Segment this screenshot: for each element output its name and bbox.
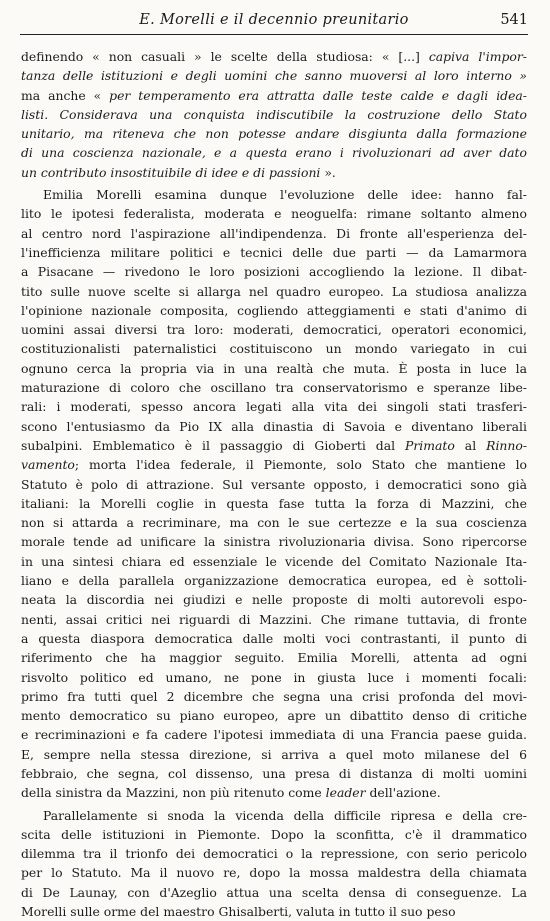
- text-run: costituzionalisti paternalistici costituiscono un mondo variegato in cui: [21, 341, 527, 357]
- text-line: [21, 513, 527, 532]
- text-line: [21, 282, 527, 301]
- text-line: [21, 224, 527, 243]
- text-line: [21, 883, 527, 902]
- italic-text: di una coscienza nazionale, e a questa erano i rivoluzionari ad aver dato: [21, 145, 527, 161]
- text-run: nenti, assai critici nei riguardi di Mazzini. Che rimane tuttavia, di fronte: [21, 611, 527, 627]
- text-run: morale tende ad unificare la sinistra rivoluzionaria divisa. Sono ripercorse: [21, 534, 527, 550]
- text-run: uomini assai diversi tra loro: moderati, democratici, operatori economici,: [21, 322, 527, 338]
- text-line: [21, 301, 527, 320]
- text-line: [21, 648, 527, 667]
- text-line: [21, 687, 527, 706]
- text-run: liano e della parallela organizzazione democratica europea, ed è sottoli-: [21, 573, 527, 589]
- text-run: Parallelamente si snoda la vicenda della difficile ripresa e della cre-: [43, 807, 527, 823]
- text-line: [21, 124, 527, 143]
- text-run: scita delle istituzioni in Piemonte. Dopo la sconfitta, c'è il drammatico: [21, 826, 527, 842]
- text-run: al: [454, 437, 487, 453]
- paragraph: [21, 185, 527, 803]
- text-run: neata la discordia nei giudizi e nelle proposte di molti autorevoli espo-: [21, 592, 527, 608]
- text-line: [21, 163, 527, 182]
- text-run: a Pisacane — rivedono le loro posizioni accogliendo la lezione. Il dibat-: [21, 264, 527, 280]
- text-run: per lo Statuto. Ma il nuovo re, dopo la mossa maldestra della chiamata: [21, 865, 527, 881]
- text-run: riferimento che ha maggior seguito. Emilia Morelli, attenta ad ogni: [21, 650, 527, 666]
- text-line: [21, 825, 527, 844]
- text-run: dell'azione.: [365, 785, 441, 801]
- text-run: in una sintesi chiara ed essenziale le vicende del Comitato Nazionale Ita-: [21, 553, 527, 569]
- text-run: Statuto è polo di attrazione. Sul versante opposto, i democratici sono già: [21, 476, 527, 492]
- text-run: rali: i moderati, spesso ancora legati alla vita dei singoli stati trasferi-: [21, 399, 527, 415]
- text-run: ma anche «: [21, 87, 110, 103]
- text-line: [21, 532, 527, 551]
- text-line: [21, 66, 527, 85]
- page-number: 541: [500, 12, 528, 28]
- text-line: [21, 243, 527, 262]
- text-run: al centro nord l'aspirazione all'indipendenza. Di fronte all'esperienza del-: [21, 225, 527, 241]
- text-line: [21, 863, 527, 882]
- text-run: non si attarda a recriminare, ma con le sue certezze e la sua coscienza: [21, 515, 527, 531]
- text-line: [21, 320, 527, 339]
- text-line: [21, 455, 527, 474]
- text-line: [21, 706, 527, 725]
- italic-text: Primato: [405, 437, 455, 453]
- text-line: [21, 105, 527, 124]
- text-run: ; morta l'idea federale, il Piemonte, solo Stato che mantiene lo: [74, 457, 527, 473]
- text-run: di De Launay, con d'Azeglio attua una scelta densa di conseguenze. La: [21, 884, 527, 900]
- text-run: scono l'entusiasmo da Pio IX alla dinastia di Savoia e diventano liberali: [21, 418, 527, 434]
- text-line: [21, 590, 527, 609]
- italic-text: un contributo insostituibile di idee e di passioni: [21, 164, 321, 180]
- text-line: [21, 783, 527, 802]
- text-run: a questa diaspora democratica dalle molti voci contrastanti, il punto di: [21, 630, 527, 646]
- paragraph: [21, 47, 527, 182]
- italic-text: Rinno-: [486, 437, 528, 453]
- text-line: [21, 844, 527, 863]
- text-run: E, sempre nella stessa direzione, si arriva a quel moto milanese del 6: [21, 746, 527, 762]
- text-line: [21, 339, 527, 358]
- text-run: l'inefficienza militare politici e tecnici delle due parti — da Lamarmora: [21, 244, 527, 260]
- text-run: tito sulle nuove scelte si allarga nel quadro europeo. La studiosa analizza: [21, 283, 527, 299]
- text-line: [21, 436, 527, 455]
- text-line: [21, 610, 527, 629]
- text-line: [21, 86, 527, 105]
- text-line: [21, 764, 527, 783]
- italic-text: unitario, ma riteneva che non potesse andare disgiunta dalla formazione: [21, 126, 527, 142]
- text-line: [21, 475, 527, 494]
- text-line: [21, 143, 527, 162]
- text-run: mento democratico su piano europeo, apre un dibattito denso di critiche: [21, 708, 527, 724]
- text-run: lito le ipotesi federalista, moderata e neoguelfa: rimane soltanto almeno: [21, 206, 527, 222]
- text-run: subalpini. Emblematico è il passaggio di Gioberti dal: [21, 437, 406, 453]
- paragraph: [21, 806, 527, 921]
- running-title: E. Morelli e il decennio preunitario: [139, 12, 409, 28]
- body-text: [21, 47, 527, 921]
- text-line: [21, 359, 527, 378]
- text-run: risvolto politico ed umano, ne pone in giusta luce i momenti focali:: [21, 669, 527, 685]
- text-run: e recriminazioni e fa cadere l'ipotesi immediata di una Francia paese guida.: [21, 727, 527, 743]
- text-line: [21, 185, 527, 204]
- text-run: febbraio, che segna, col dissenso, una presa di distanza di molti uomini: [21, 765, 527, 781]
- text-run: l'opinione nazionale composita, cogliendo atteggiamenti e stati d'animo di: [21, 302, 527, 318]
- text-run: maturazione di coloro che oscillano tra conservatorismo e speranze libe-: [21, 380, 527, 396]
- text-run: definendo « non casuali » le scelte della studiosa: « [...]: [21, 49, 429, 64]
- text-line: [21, 262, 527, 281]
- italic-text: per temperamento era attratta dalle teste calde e dagli idea-: [109, 87, 527, 103]
- text-line: [21, 47, 527, 66]
- italic-text: capiva l'impor-: [428, 49, 527, 64]
- text-line: [21, 902, 527, 921]
- text-line: [21, 668, 527, 687]
- text-run: ognuno cerca la propria via in una realtà che muta. È posta in luce la: [21, 360, 527, 376]
- text-line: [21, 378, 527, 397]
- text-run: della sinistra da Mazzini, non più ritenuto come: [21, 785, 326, 801]
- page-header: [20, 12, 528, 34]
- text-line: [21, 571, 527, 590]
- text-line: [21, 629, 527, 648]
- text-run: italiani: la Morelli coglie in questa fase tutta la forza di Mazzini, che: [21, 495, 527, 511]
- text-run: Morelli sulle orme del maestro Ghisalberti, valuta in tutto il suo peso: [21, 904, 456, 920]
- text-line: [21, 806, 527, 825]
- text-line: [21, 494, 527, 513]
- text-line: [21, 204, 527, 223]
- text-line: [21, 725, 527, 744]
- text-run: ».: [320, 164, 336, 180]
- italic-text: vamento: [21, 457, 75, 473]
- italic-text: leader: [325, 785, 366, 801]
- italic-text: listi. Considerava una conquista indiscutibile la costruzione dello Stato: [21, 106, 527, 122]
- text-run: Emilia Morelli esamina dunque l'evoluzione delle idee: hanno fal-: [43, 187, 527, 203]
- text-run: primo fra tutti quel 2 dicembre che segna una crisi profonda del movi-: [21, 688, 527, 704]
- text-line: [21, 417, 527, 436]
- text-line: [21, 397, 527, 416]
- text-line: [21, 552, 527, 571]
- header-rule: [20, 34, 528, 35]
- italic-text: tanza delle istituzioni e degli uomini che sanno muoversi al loro interno »: [21, 68, 527, 84]
- text-line: [21, 745, 527, 764]
- text-run: dilemma tra il trionfo dei democratici o la repressione, con serio pericolo: [21, 846, 527, 862]
